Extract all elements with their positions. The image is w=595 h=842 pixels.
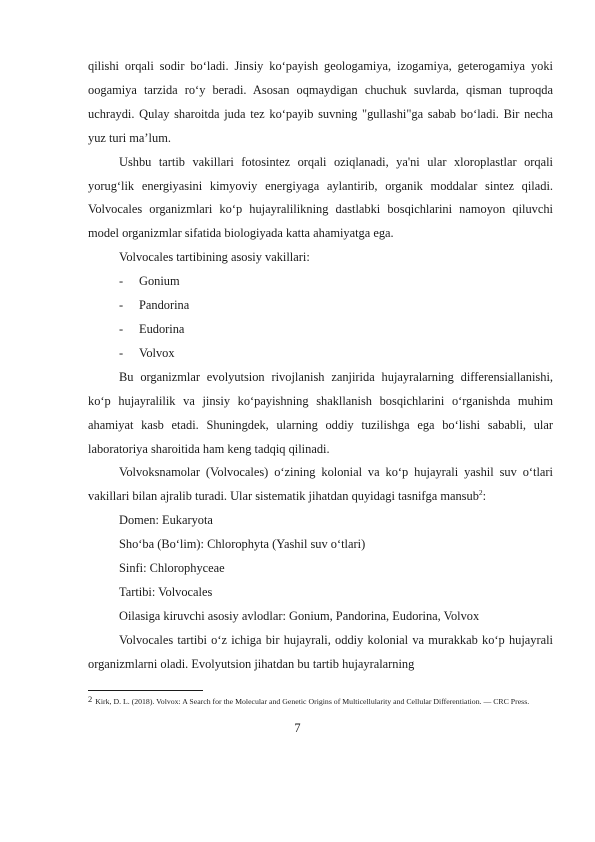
paragraph-continuation: qilishi orqali sodir bo‘ladi. Jinsiy ko‘payish geologamiya, izogamiya, geterogamiya yoki oogamiya tarzida ro‘y beradi. Asosan oqmaydigan chuchuk suvlarda, qisman tuproqda uchraydi. Qulay sharoitda juda tez ko‘payib suvning "gullashi"ga sabab bo‘ladi. Bir necha yuz turi ma’lum.	[88, 59, 553, 145]
footnote-divider	[88, 690, 203, 691]
paragraph-systematic: Volvoksnamolar (Volvocales) o‘zining kolonial va ko‘p hujayrali yashil suv o‘tlari vakillari bilan ajralib turadi. Ular sistematik jihatdan quyidagi tasnifga mansub$^2$:	[88, 465, 553, 504]
taxonomy-domain: Domen: Eukaryota	[119, 513, 213, 528]
representatives-list	[88, 270, 553, 366]
paragraph-last: Volvocales tartibi o‘z ichiga bir hujayrali, oddiy kolonial va murakkab ko‘p hujayrali organizmlarni oladi. Evolyutsion jihatdan bu tartib hujayralarning	[88, 632, 553, 671]
paragraph-representatives-heading: Volvocales tartibining asosiy vakillari:	[119, 250, 310, 265]
list-dash: -	[119, 345, 124, 360]
list-item: - Pandorina	[88, 294, 553, 318]
body-text	[88, 55, 553, 677]
list-item: - Eudorina	[88, 318, 553, 342]
list-item: - Gonium	[88, 270, 553, 294]
footnote	[88, 693, 553, 709]
footnote-reference[interactable]: 2	[478, 488, 483, 498]
taxonomy-order: Tartibi: Volvocales	[119, 584, 213, 599]
taxonomy-class: Sinfi: Chlorophyceae	[119, 561, 225, 576]
footnote-text: Kirk, D. L. (2018). Volvox: A Search for the Molecular and Genetic Origins of Multicellularity and Cellular Differentiation. — CRC Press.	[95, 697, 530, 706]
list-dash: -	[119, 274, 124, 289]
list-dash: -	[119, 321, 124, 336]
list-item: - Volvox	[88, 342, 553, 366]
list-dash: -	[119, 298, 124, 313]
footnote-number: 2	[88, 694, 93, 704]
paragraph-photosynthesis: Ushbu tartib vakillari fotosintez orqali oziqlanadi, ya'ni ular xloroplastlar orqali yorug‘lik energiyasini kimyoviy energiyaga aylantirib, organik moddalar sintez qiladi. Volvocales organizmlari ko‘p hujayralilikning dastlabki bosqichlarini namoyon qiluvchi model organizmlar sifatida biologiyada katta ahamiyatga ega.	[88, 154, 553, 241]
page-number: 7	[294, 721, 301, 735]
paragraph-evolution: Bu organizmlar evolyutsion rivojlanish zanjirida hujayralarning differensiallanishi, ko‘p hujayralilik va jinsiy ko‘payishning shakllanish bosqichlarini o‘rganishda muhim ahamiyat kasb etadi. Shuningdek, ularning oddiy tuzilishga ega bo‘lishi sababli, ular laboratoriya sharoitida ham keng tadqiq qilinadi.	[88, 369, 553, 456]
taxonomy-genera: Oilasiga kiruvchi asosiy avlodlar: Gonium, Pandorina, Eudorina, Volvox	[119, 608, 480, 623]
taxonomy-division: Sho‘ba (Bo‘lim): Chlorophyta (Yashil suv o‘tlari)	[119, 537, 366, 552]
